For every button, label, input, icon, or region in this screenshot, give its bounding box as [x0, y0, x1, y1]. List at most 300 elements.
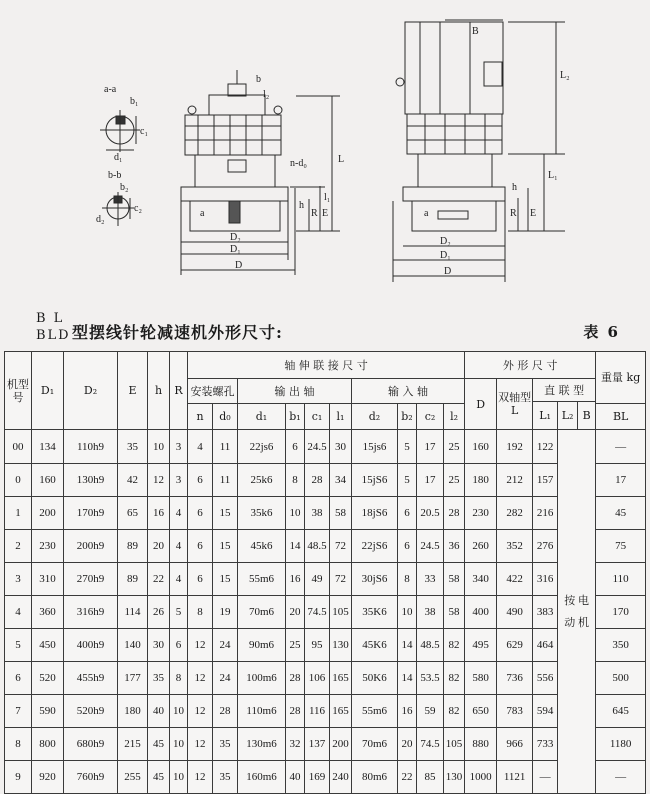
cell-d2: 55m6	[352, 695, 398, 728]
model-prefix	[36, 311, 71, 345]
header-l2: l₂	[444, 404, 465, 430]
label-bb: b-b	[108, 170, 122, 181]
cell-E: 215	[118, 728, 148, 761]
cell-n: 6	[188, 464, 213, 497]
cell-c1: 38	[305, 497, 330, 530]
cell-d0: 35	[213, 728, 238, 761]
cell-h: 12	[148, 464, 170, 497]
header-b1: b₁	[286, 404, 305, 430]
cell-D1: 230	[32, 530, 64, 563]
cell-c1: 137	[305, 728, 330, 761]
cell-b2: 6	[398, 530, 417, 563]
header-outline-group: 外 形 尺 寸	[465, 352, 596, 379]
label-R-right: R	[510, 208, 517, 219]
cell-D: 495	[465, 629, 497, 662]
cell-d1: 22js6	[238, 430, 286, 464]
cell-h: 40	[148, 695, 170, 728]
label-R: R	[311, 208, 318, 219]
cell-model: 6	[5, 662, 32, 695]
label-D: D	[235, 260, 243, 271]
cell-double-L: 966	[497, 728, 533, 761]
cell-weight: 645	[596, 695, 646, 728]
cell-double-L: 629	[497, 629, 533, 662]
header-direct-couple: 直 联 型	[533, 379, 596, 402]
cell-D1: 200	[32, 497, 64, 530]
table-row	[5, 464, 646, 497]
cell-E: 65	[118, 497, 148, 530]
cell-D1: 310	[32, 563, 64, 596]
cell-D1: 920	[32, 761, 64, 794]
cell-h: 45	[148, 761, 170, 794]
cell-b1: 40	[286, 761, 305, 794]
cell-model: 7	[5, 695, 32, 728]
header-BL: BL	[596, 404, 646, 430]
cell-D1: 590	[32, 695, 64, 728]
cell-l1: 34	[330, 464, 352, 497]
cell-l1: 30	[330, 430, 352, 464]
cell-b1: 28	[286, 662, 305, 695]
cell-E: 180	[118, 695, 148, 728]
cell-L1: 594	[533, 695, 558, 728]
cell-double-L: 212	[497, 464, 533, 497]
cell-l1: 130	[330, 629, 352, 662]
header-E: E	[118, 352, 148, 430]
label-a-left: a	[200, 208, 205, 219]
title-main: 型摆线针轮减速机外形尺寸:	[72, 323, 283, 342]
cell-double-L: 783	[497, 695, 533, 728]
cell-double-L: 490	[497, 596, 533, 629]
cell-b1: 8	[286, 464, 305, 497]
cell-R: 4	[170, 563, 188, 596]
header-D: D	[465, 379, 497, 430]
cell-d0: 28	[213, 695, 238, 728]
cell-D: 880	[465, 728, 497, 761]
cell-n: 12	[188, 695, 213, 728]
cell-D: 260	[465, 530, 497, 563]
cell-d2: 15js6	[352, 430, 398, 464]
cell-l2: 25	[444, 464, 465, 497]
cell-l2: 105	[444, 728, 465, 761]
cell-L1: 316	[533, 563, 558, 596]
cell-R: 4	[170, 497, 188, 530]
cell-d1: 110m6	[238, 695, 286, 728]
cell-weight: 45	[596, 497, 646, 530]
table-header	[5, 352, 646, 430]
cell-h: 35	[148, 662, 170, 695]
header-double-shaft: 双轴型 L	[497, 379, 533, 430]
cell-E: 255	[118, 761, 148, 794]
model-prefix-line2: BLD	[36, 328, 71, 343]
label-d2: d₂	[96, 214, 105, 225]
cell-h: 45	[148, 728, 170, 761]
cell-h: 20	[148, 530, 170, 563]
cell-c2: 74.5	[417, 728, 444, 761]
cell-l1: 240	[330, 761, 352, 794]
cell-E: 177	[118, 662, 148, 695]
label-D-right: D	[444, 266, 452, 277]
label-l2: l₂	[263, 89, 270, 100]
cell-b1: 20	[286, 596, 305, 629]
cell-D1: 134	[32, 430, 64, 464]
cell-c1: 74.5	[305, 596, 330, 629]
cell-d1: 45k6	[238, 530, 286, 563]
header-h: h	[148, 352, 170, 430]
cell-h: 22	[148, 563, 170, 596]
table-row	[5, 430, 646, 464]
cell-E: 140	[118, 629, 148, 662]
cell-D2: 110h9	[64, 430, 118, 464]
cell-c1: 95	[305, 629, 330, 662]
cell-L1: 556	[533, 662, 558, 695]
cell-model: 4	[5, 596, 32, 629]
cell-d0: 11	[213, 464, 238, 497]
table-row	[5, 629, 646, 662]
cell-h: 26	[148, 596, 170, 629]
cell-l1: 72	[330, 530, 352, 563]
table-row	[5, 728, 646, 761]
header-output-shaft: 输 出 轴	[238, 379, 352, 404]
cell-b1: 16	[286, 563, 305, 596]
cell-l1: 58	[330, 497, 352, 530]
header-R: R	[170, 352, 188, 430]
cell-double-L: 352	[497, 530, 533, 563]
cell-n: 12	[188, 761, 213, 794]
reducer-base-flange	[181, 187, 288, 201]
cell-D2: 400h9	[64, 629, 118, 662]
cell-b2: 8	[398, 563, 417, 596]
label-D1: D₁	[230, 244, 241, 255]
label-L: L	[338, 154, 345, 165]
cell-d0: 24	[213, 629, 238, 662]
reducer-housing	[185, 115, 281, 155]
cell-L1: 733	[533, 728, 558, 761]
cell-d1: 130m6	[238, 728, 286, 761]
cell-weight: —	[596, 761, 646, 794]
cell-L1: 216	[533, 497, 558, 530]
cell-l2: 28	[444, 497, 465, 530]
motor-note: 按 电 动 机	[558, 430, 596, 794]
cell-D1: 520	[32, 662, 64, 695]
cell-model: 2	[5, 530, 32, 563]
reducer-cover	[209, 95, 265, 115]
label-a-right: a	[424, 208, 429, 219]
table-row	[5, 761, 646, 794]
cell-R: 10	[170, 761, 188, 794]
cell-c2: 33	[417, 563, 444, 596]
label-l1: l₁	[324, 192, 331, 203]
label-h: h	[299, 200, 304, 211]
cell-D1: 160	[32, 464, 64, 497]
header-L1: L₁	[533, 402, 558, 430]
cell-h: 10	[148, 430, 170, 464]
cell-d2: 80m6	[352, 761, 398, 794]
cell-L1: 383	[533, 596, 558, 629]
header-input-shaft: 输 入 轴	[352, 379, 465, 404]
cell-c1: 169	[305, 761, 330, 794]
cell-c2: 48.5	[417, 629, 444, 662]
cell-c1: 28	[305, 464, 330, 497]
cell-D: 230	[465, 497, 497, 530]
cell-l2: 58	[444, 596, 465, 629]
header-d0: d₀	[213, 404, 238, 430]
header-b2: b₂	[398, 404, 417, 430]
label-b2: b₂	[120, 182, 129, 193]
cell-d0: 11	[213, 430, 238, 464]
cell-d1: 25k6	[238, 464, 286, 497]
cell-D: 400	[465, 596, 497, 629]
cell-c2: 53.5	[417, 662, 444, 695]
cell-D1: 360	[32, 596, 64, 629]
header-c1: c₁	[305, 404, 330, 430]
cell-b2: 5	[398, 464, 417, 497]
cell-n: 8	[188, 596, 213, 629]
header-L2: L₂	[558, 402, 578, 430]
cell-D1: 450	[32, 629, 64, 662]
cell-n: 6	[188, 563, 213, 596]
label-h-right: h	[512, 182, 517, 193]
cell-D2: 316h9	[64, 596, 118, 629]
dimension-table	[4, 351, 646, 794]
cell-c2: 59	[417, 695, 444, 728]
cell-b2: 14	[398, 662, 417, 695]
cell-b1: 6	[286, 430, 305, 464]
cell-d1: 90m6	[238, 629, 286, 662]
cell-d2: 35K6	[352, 596, 398, 629]
cell-c2: 85	[417, 761, 444, 794]
cell-d2: 22jS6	[352, 530, 398, 563]
cell-b2: 6	[398, 497, 417, 530]
cell-R: 8	[170, 662, 188, 695]
cell-model: 00	[5, 430, 32, 464]
header-shaft-group: 轴 伸 联 接 尺 寸	[188, 352, 465, 379]
cell-double-L: 1121	[497, 761, 533, 794]
cell-D: 340	[465, 563, 497, 596]
label-E-right: E	[530, 208, 537, 219]
cell-weight: 17	[596, 464, 646, 497]
cell-R: 3	[170, 430, 188, 464]
table-row	[5, 596, 646, 629]
cell-d1: 70m6	[238, 596, 286, 629]
cell-d0: 15	[213, 563, 238, 596]
label-D2-right: D₂	[440, 236, 451, 247]
drawing-svg	[0, 0, 650, 300]
cell-D2: 680h9	[64, 728, 118, 761]
cell-D1: 800	[32, 728, 64, 761]
cell-c1: 49	[305, 563, 330, 596]
cell-n: 4	[188, 430, 213, 464]
cell-D2: 170h9	[64, 497, 118, 530]
cell-D: 160	[465, 430, 497, 464]
cell-c1: 24.5	[305, 430, 330, 464]
cell-D2: 130h9	[64, 464, 118, 497]
cell-D2: 455h9	[64, 662, 118, 695]
cell-h: 30	[148, 629, 170, 662]
cell-weight: 110	[596, 563, 646, 596]
cell-double-L: 736	[497, 662, 533, 695]
cell-b1: 25	[286, 629, 305, 662]
cell-c2: 20.5	[417, 497, 444, 530]
table-row	[5, 662, 646, 695]
cell-b2: 14	[398, 629, 417, 662]
header-d2: d₂	[352, 404, 398, 430]
label-aa: a-a	[104, 84, 117, 95]
table-row	[5, 695, 646, 728]
table-body	[5, 430, 646, 794]
cell-R: 3	[170, 464, 188, 497]
cell-E: 89	[118, 563, 148, 596]
label-E: E	[322, 208, 329, 219]
cell-b2: 5	[398, 430, 417, 464]
cell-d2: 30jS6	[352, 563, 398, 596]
cell-l2: 130	[444, 761, 465, 794]
header-mount-holes: 安装螺孔	[188, 379, 238, 404]
cell-h: 16	[148, 497, 170, 530]
cell-c1: 48.5	[305, 530, 330, 563]
cell-l2: 58	[444, 563, 465, 596]
header-D1: D₁	[32, 352, 64, 430]
cell-b2: 20	[398, 728, 417, 761]
cell-n: 12	[188, 629, 213, 662]
cell-R: 6	[170, 629, 188, 662]
cell-c2: 38	[417, 596, 444, 629]
cell-l2: 82	[444, 662, 465, 695]
cell-L1: 122	[533, 430, 558, 464]
cell-model: 0	[5, 464, 32, 497]
header-model: 机型号	[5, 352, 32, 430]
cell-D2: 520h9	[64, 695, 118, 728]
cell-E: 89	[118, 530, 148, 563]
label-nd0: n-d₀	[290, 158, 307, 169]
cell-d1: 35k6	[238, 497, 286, 530]
cell-c1: 116	[305, 695, 330, 728]
cell-weight: —	[596, 430, 646, 464]
cell-l1: 165	[330, 695, 352, 728]
cell-model: 9	[5, 761, 32, 794]
cell-n: 12	[188, 662, 213, 695]
cell-weight: 75	[596, 530, 646, 563]
cell-d1: 160m6	[238, 761, 286, 794]
cell-model: 8	[5, 728, 32, 761]
label-b1: b₁	[130, 96, 139, 107]
cell-weight: 350	[596, 629, 646, 662]
cell-l2: 82	[444, 695, 465, 728]
cell-d1: 100m6	[238, 662, 286, 695]
cell-weight: 1180	[596, 728, 646, 761]
cell-l1: 165	[330, 662, 352, 695]
cell-double-L: 282	[497, 497, 533, 530]
label-D2: D₂	[230, 232, 241, 243]
table-ref: 表 6	[583, 323, 620, 341]
label-D1-right: D₁	[440, 250, 451, 261]
cell-l2: 36	[444, 530, 465, 563]
cell-b2: 10	[398, 596, 417, 629]
cell-l2: 25	[444, 430, 465, 464]
cell-D: 180	[465, 464, 497, 497]
cell-D2: 270h9	[64, 563, 118, 596]
cell-d2: 18jS6	[352, 497, 398, 530]
cell-n: 12	[188, 728, 213, 761]
cell-l1: 72	[330, 563, 352, 596]
cell-model: 3	[5, 563, 32, 596]
cell-d0: 15	[213, 497, 238, 530]
header-D2: D₂	[64, 352, 118, 430]
label-b: b	[256, 74, 261, 85]
technical-drawing	[0, 0, 650, 300]
model-prefix-line1: B L	[36, 311, 65, 326]
cell-d0: 15	[213, 530, 238, 563]
cell-b2: 22	[398, 761, 417, 794]
cell-L1: —	[533, 761, 558, 794]
cell-R: 5	[170, 596, 188, 629]
cell-model: 1	[5, 497, 32, 530]
cell-b1: 32	[286, 728, 305, 761]
cell-d2: 15jS6	[352, 464, 398, 497]
base-flange-right	[403, 187, 505, 201]
cell-l1: 200	[330, 728, 352, 761]
header-B: B	[578, 402, 596, 430]
cell-b1: 28	[286, 695, 305, 728]
cell-E: 42	[118, 464, 148, 497]
cell-c1: 106	[305, 662, 330, 695]
cell-d0: 19	[213, 596, 238, 629]
header-n: n	[188, 404, 213, 430]
reducer-housing-right	[407, 114, 502, 154]
cell-L1: 157	[533, 464, 558, 497]
cell-b1: 14	[286, 530, 305, 563]
cell-l1: 105	[330, 596, 352, 629]
cell-L1: 464	[533, 629, 558, 662]
cell-b1: 10	[286, 497, 305, 530]
header-c2: c₂	[417, 404, 444, 430]
cell-d2: 50K6	[352, 662, 398, 695]
cell-weight: 500	[596, 662, 646, 695]
cell-R: 4	[170, 530, 188, 563]
cell-d2: 70m6	[352, 728, 398, 761]
cell-E: 35	[118, 430, 148, 464]
cell-l2: 82	[444, 629, 465, 662]
cell-d2: 45K6	[352, 629, 398, 662]
label-c1: c₁	[140, 126, 148, 137]
header-weight: 重量 kg	[596, 352, 646, 404]
cell-D: 1000	[465, 761, 497, 794]
cell-c2: 17	[417, 430, 444, 464]
cell-double-L: 422	[497, 563, 533, 596]
section-title	[36, 311, 636, 349]
cell-model: 5	[5, 629, 32, 662]
cell-R: 10	[170, 728, 188, 761]
cell-D2: 760h9	[64, 761, 118, 794]
label-c2: c₂	[134, 203, 142, 214]
label-B: B	[472, 26, 479, 37]
cell-n: 6	[188, 497, 213, 530]
cell-D: 580	[465, 662, 497, 695]
cell-R: 10	[170, 695, 188, 728]
cell-n: 6	[188, 530, 213, 563]
cell-L1: 276	[533, 530, 558, 563]
cell-weight: 170	[596, 596, 646, 629]
cell-E: 114	[118, 596, 148, 629]
cell-D2: 200h9	[64, 530, 118, 563]
cell-c2: 17	[417, 464, 444, 497]
label-d1: d₁	[114, 152, 123, 163]
cell-double-L: 192	[497, 430, 533, 464]
cell-D: 650	[465, 695, 497, 728]
header-l1: l₁	[330, 404, 352, 430]
table-row	[5, 530, 646, 563]
cell-d1: 55m6	[238, 563, 286, 596]
header-d1: d₁	[238, 404, 286, 430]
cell-c2: 24.5	[417, 530, 444, 563]
